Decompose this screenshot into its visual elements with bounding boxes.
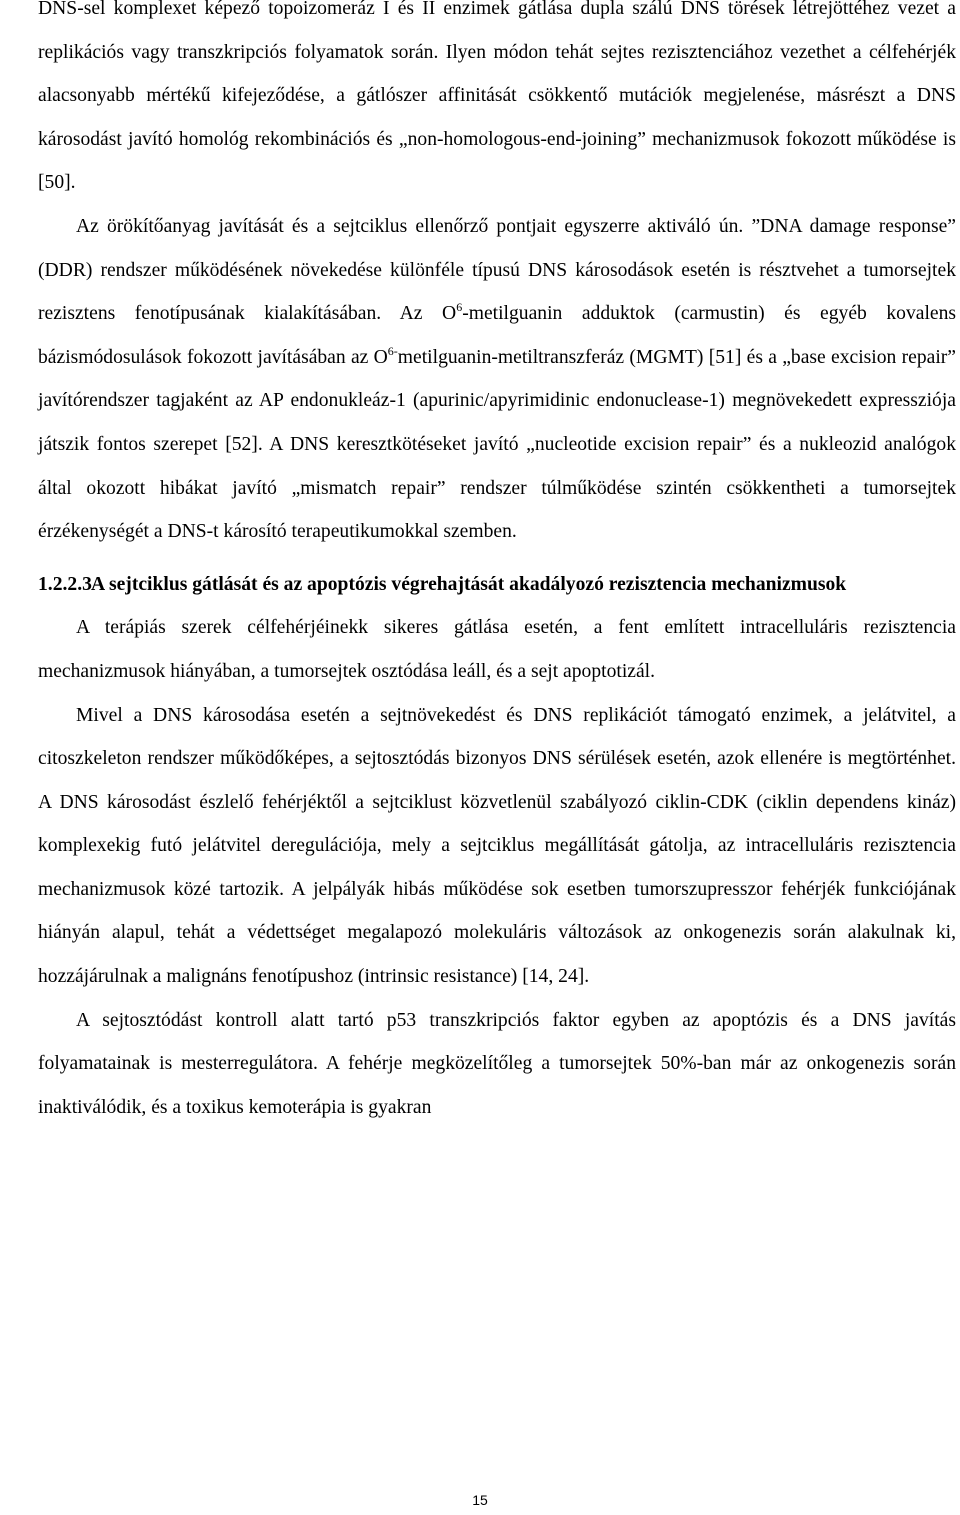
paragraph-dna-damage-response (38, 205, 956, 554)
paragraph-cell-cycle: Mivel a DNS károsodása esetén a sejtnövekedést és DNS replikációt támogató enzimek, a jelátvitel, a citoszkeleton rendszer működőképes, a sejtosztódás bizonyos DNS sérülések esetén, azok ellenére is megtörténhet. A DNS károsodást észlelő fehérjéktől a sejtciklust közvetlenül szabályozó ciklin-CDK (ciklin dependens kináz) komplexekig futó jelátvitel deregulációja, mely a sejtciklus megállítását gátolja, az intracelluláris rezisztencia mechanizmusok közé tartozik. A jelpályák hibás működése sok esetben tumorszupresszor fehérjék funkciójának hiányán alapul, tehát a védettséget megalapozó molekuláris változások az onkogenezis során alakulnak ki, hozzájárulnak a malignáns fenotípushoz (intrinsic resistance) [14, 24]. (38, 704, 956, 988)
page-content (38, 0, 956, 1129)
section-title: A sejtciklus gátlását és az apoptózis végrehajtását akadályozó rezisztencia mechanizmusok (91, 573, 847, 595)
section-heading (38, 563, 956, 607)
paragraph-text: metilguanin-metiltranszferáz (MGMT) [51] és a „base excision repair” javítórendszer tagjaként az AP endonukleáz-1 (apurinic/apyrimidinic endonuclease-1) megnövekedett expressziója játszik fontos szerepet [52]. A DNS keresztkötéseket javító „nucleotide excision repair” és a nukleozid analógok által okozott hibákat javító „mismatch repair” rendszer túlműködése szintén csökkentheti a tumorsejtek érzékenységét a DNS-t károsító terapeutikumokkal szemben. (38, 346, 956, 543)
page-number: 15 (472, 1492, 488, 1508)
superscript: 6 (456, 300, 463, 315)
superscript: 6- (387, 343, 398, 358)
paragraph-topoisomerase: DNS-sel komplexet képező topoizomeráz I és II enzimek gátlása dupla szálú DNS törések létrejöttéhez vezet a replikációs vagy transzkripciós folyamatok során. Ilyen módon tehát sejtes rezisztenciához vezethet a célfehérjék alacsonyabb mértékű kifejeződése, a gátlószer affinitását csökkentő mutációk megjelenése, másrészt a DNS károsodást javító homológ rekombinációs és „non-homologous-end-joining” mechanizmusok fokozott működése is [50]. (38, 0, 956, 194)
paragraph-p53: A sejtosztódást kontroll alatt tartó p53 transzkripciós faktor egyben az apoptózis és a DNS javítás folyamatainak is mesterregulátora. A fehérje megközelítőleg a tumorsejtek 50%-ban már az onkogenezis során inaktiválódik, és a toxikus kemoterápia is gyakran (38, 1009, 956, 1118)
paragraph-text: Az örökítőanyag javítását és a sejtciklus ellenőrző pontjait egyszerre aktiváló ún. ”DNA damage response” (DDR) rendszer működésének növekedése különféle típusú DNS károsodások esetén is résztvehet a tumorsejtek rezisztens fenotípusának kialakításában. Az O (38, 215, 956, 325)
section-number: 1.2.2.3 (38, 573, 92, 595)
paragraph-text: -metilguanin adduktok (carmustin) és egyéb kovalens bázismódosulások fokozott javításában az O (38, 303, 957, 368)
paragraph-therapy-targets: A terápiás szerek célfehérjéinekk sikeres gátlása esetén, a fent említett intracelluláris rezisztencia mechanizmusok hiányában, a tumorsejtek osztódása leáll, és a sejt apoptotizál. (38, 617, 956, 682)
